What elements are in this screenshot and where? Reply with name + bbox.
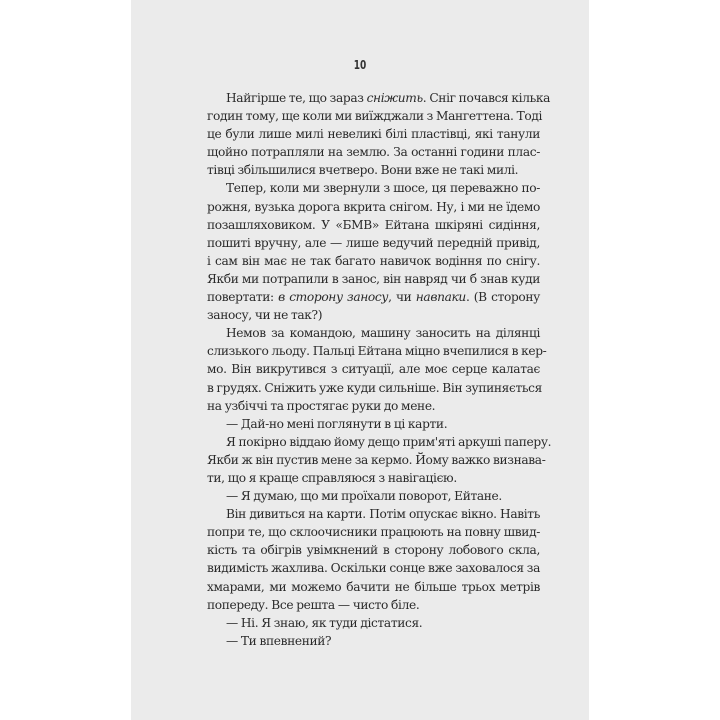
text-line: Найгірше те, що зараз сніжить. Сніг почався кілька (226, 91, 551, 105)
text-line: повертати: в сторону заносу, чи навпаки. (В сторону (207, 290, 540, 305)
emphasis: сніжить (366, 91, 423, 105)
text-line: пошиті вручну, але — лише ведучий передній привід, (207, 235, 540, 250)
text-line: тівці збільшилися вчетверо. Вони вже не такі милі. (207, 163, 519, 178)
text-line: Якби ж він пустив мене за кермо. Йому важко визнава- (207, 452, 546, 467)
text-line: видимість жахлива. Оскільки сонце вже заховалося за (207, 561, 540, 576)
book-page (131, 0, 589, 720)
text-line: — Дай-но мені поглянути в ці карти. (226, 416, 448, 431)
text-line: мо. Він викрутився з ситуації, але моє серце калатає (207, 362, 540, 377)
text-line: це були лише милі невеликі білі пластівці, які танули (207, 127, 540, 142)
text-line: годин тому, ще коли ми виїжджали з Мангеттена. Тоді (207, 109, 543, 124)
text-line: Я покірно віддаю йому дещо прим'яті аркуші паперу. (226, 434, 552, 449)
text-line: щойно потрапляли на землю. За останні години плас- (207, 145, 540, 160)
text-line: заносу, чи не так?) (207, 308, 323, 323)
emphasis: в сторону заносу (278, 290, 389, 305)
page-number: 10 (353, 58, 367, 72)
emphasis: навпаки (415, 290, 466, 305)
page-body-text (207, 89, 552, 650)
text-line: слизького льоду. Пальці Ейтана міцно вчепилися в кер- (207, 344, 547, 359)
text-line: — Я думаю, що ми проїхали поворот, Ейтане. (226, 489, 502, 504)
text-line: кість та обігрів увімкнений в сторону лобового скла, (207, 543, 540, 558)
text-line: Немов за командою, машину заносить на ділянці (226, 326, 540, 341)
text-line: попереду. Все решта — чисто біле. (207, 597, 420, 612)
text-line: ти, що я краще справляюся з навігацією. (207, 470, 457, 485)
text-line: Він дивиться на карти. Потім опускає вікно. Навіть (226, 507, 540, 522)
text-line: Тепер, коли ми звернули з шосе, ця переважно по- (226, 181, 540, 196)
text-line: рожня, вузька дорога вкрита снігом. Ну, і ми не їдемо (207, 199, 540, 214)
text-line: і сам він має не так багато навичок водіння по снігу. (207, 253, 540, 268)
text-line: попри те, що склоочисники працюють на повну швид- (207, 525, 540, 540)
text-line: хмарами, ми можемо бачити не більше трьох метрів (207, 579, 540, 594)
text-line: — Ти впевнений? (226, 633, 332, 648)
text-line: на узбіччі та простягає руки до мене. (207, 398, 436, 413)
text-line: Якби ми потрапили в занос, він навряд чи б знав куди (207, 271, 540, 286)
text-line: — Ні. Я знаю, як туди дістатися. (226, 615, 423, 630)
text-line: в грудях. Сніжить уже куди сильніше. Він зупиняється (207, 380, 542, 395)
text-line: позашляховиком. У «БМВ» Ейтана шкіряні сидіння, (207, 217, 540, 232)
